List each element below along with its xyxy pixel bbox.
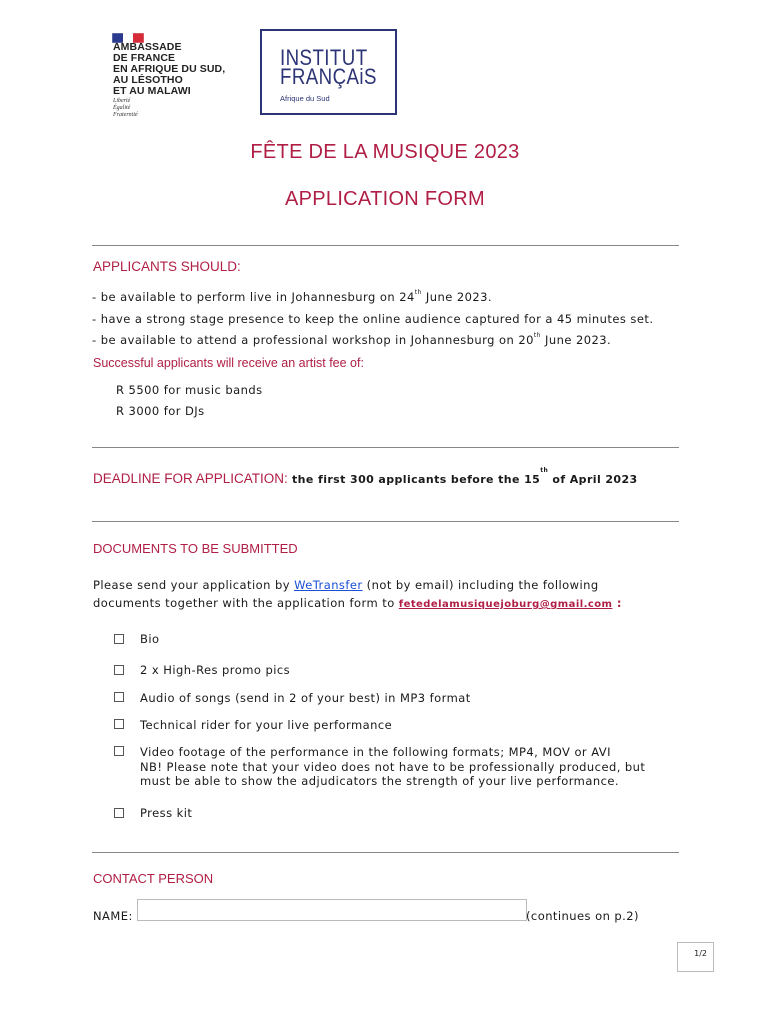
deadline: DEADLINE FOR APPLICATION: the first 300 applicants before the 15th of April 2023: [93, 467, 638, 486]
continues-note: (continues on p.2): [526, 909, 639, 923]
fee-bands: R 5500 for music bands: [116, 383, 263, 397]
bio-checkbox[interactable]: [114, 634, 124, 644]
documents-intro-line2: documents together with the application form to fetedelamusiquejoburg@gmail.com :: [93, 596, 622, 610]
page-subtitle: APPLICATION FORM: [284, 188, 485, 210]
contact-heading: CONTACT PERSON: [93, 871, 214, 886]
page-title: FÊTE DE LA MUSIQUE 2023: [250, 141, 520, 163]
divider: [92, 245, 679, 246]
audio-checkbox[interactable]: [114, 692, 124, 702]
requirement-3: - be available to attend a professional workshop in Johannesburg on 20th June 2023.: [92, 332, 612, 347]
embassy-line: ET AU MALAWI: [113, 85, 191, 97]
divider: [92, 852, 679, 853]
rider-checkbox[interactable]: [114, 719, 124, 729]
divider: [92, 521, 679, 522]
applicants-heading: APPLICANTS SHOULD:: [93, 259, 241, 274]
email-link[interactable]: fetedelamusiquejoburg@gmail.com: [398, 599, 613, 610]
name-input[interactable]: [137, 899, 527, 921]
rider-label: Technical rider for your live performance: [140, 718, 393, 732]
embassy-line: EN AFRIQUE DU SUD,: [113, 63, 226, 75]
wetransfer-link[interactable]: WeTransfer: [294, 578, 363, 592]
bio-label: Bio: [140, 632, 160, 646]
institut-sub: Afrique du Sud: [280, 94, 330, 103]
page-number: 1/2: [677, 942, 714, 972]
audio-label: Audio of songs (send in 2 of your best) in MP3 format: [140, 691, 471, 705]
requirement-2: - have a strong stage presence to keep the online audience captured for a 45 minutes set.: [92, 312, 654, 326]
press-kit-label: Press kit: [140, 806, 193, 820]
embassy-line: AMBASSADE: [113, 41, 182, 53]
embassy-line: AU LÉSOTHO: [113, 74, 183, 86]
press-kit-checkbox[interactable]: [114, 808, 124, 818]
fee-heading: Successful applicants will receive an artist fee of:: [93, 356, 364, 370]
fee-djs: R 3000 for DJs: [116, 404, 205, 418]
documents-intro: Please send your application by WeTransfer (not by email) including the following: [93, 578, 599, 592]
embassy-line: DE FRANCE: [113, 52, 176, 64]
name-label: NAME:: [93, 909, 133, 923]
requirement-1: - be available to perform live in Johannesburg on 24th June 2023.: [92, 289, 493, 304]
embassy-name: [113, 42, 225, 97]
republic-motto: Liberté Égalité Fraternité: [113, 98, 138, 118]
institut-francais-logo: [260, 29, 397, 115]
video-checkbox[interactable]: [114, 746, 124, 756]
divider: [92, 447, 679, 448]
video-label: Video footage of the performance in the following formats; MP4, MOV or AVI NB! Please note that your video does not have to be professionally produced, but must be able to show the adjudicators the strength of your live performance.: [140, 745, 646, 788]
institut-line1: INSTITUT: [280, 45, 368, 70]
promo-pics-checkbox[interactable]: [114, 665, 124, 675]
documents-heading: DOCUMENTS TO BE SUBMITTED: [93, 541, 298, 556]
promo-pics-label: 2 x High-Res promo pics: [140, 663, 291, 677]
institut-line2: FRANÇAiS: [280, 64, 377, 89]
